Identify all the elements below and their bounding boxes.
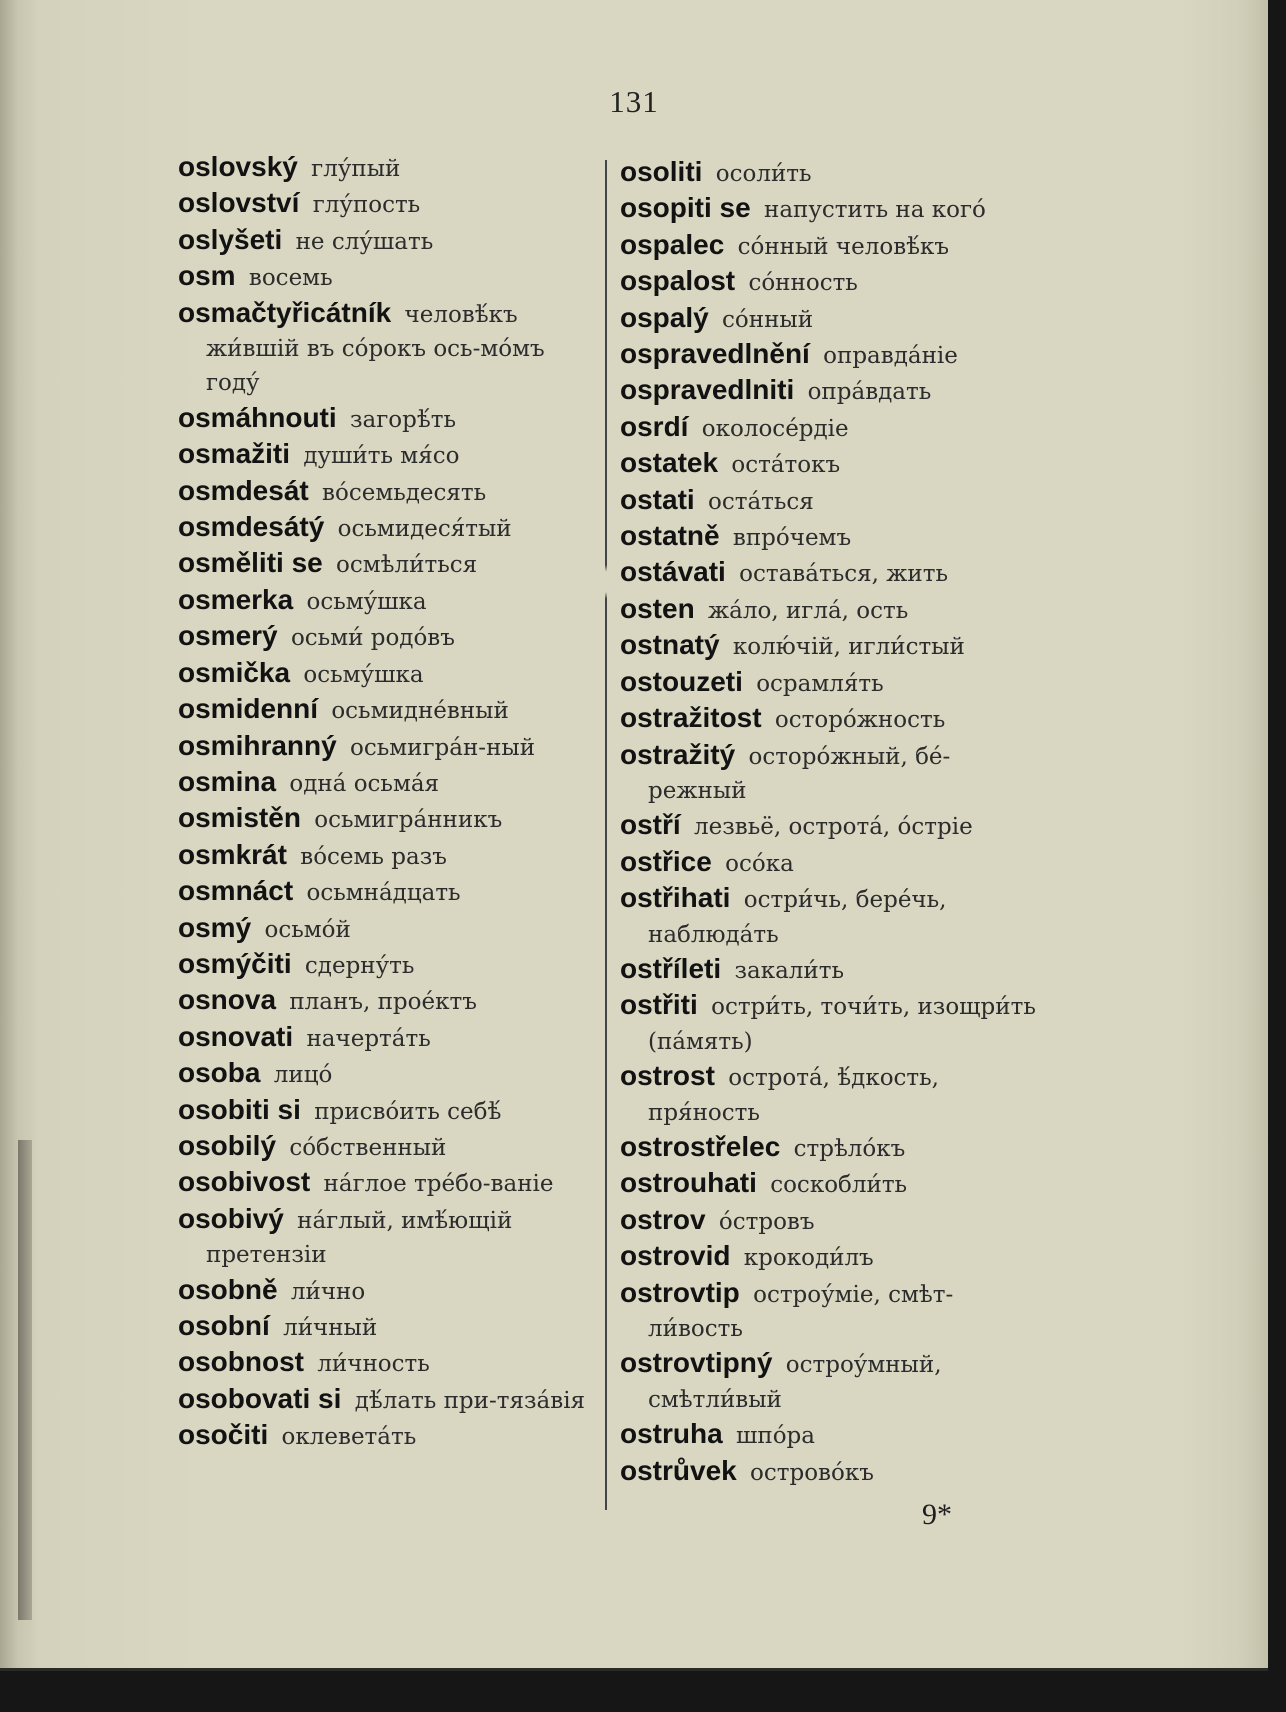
translation: оклевета́ть [281,1424,417,1451]
headword: ostřihati [620,882,731,914]
dictionary-entry [620,228,1045,264]
headword: osmdesátý [178,511,325,543]
dictionary-entry [620,1239,1045,1275]
dictionary-entry [178,296,598,401]
dictionary-entry [178,474,598,510]
headword: ostruha [620,1418,723,1450]
dictionary-entry [178,1382,598,1418]
headword: ospravedlniti [620,374,795,406]
right-column [620,155,1045,1490]
translation: ли́чно [290,1278,366,1305]
translation: опра́вдать [807,379,932,406]
dictionary-entry [178,765,598,801]
translation: о́стровъ [718,1208,815,1235]
translation: шпо́ра [736,1423,815,1450]
translation: сдерну́ть [304,952,415,979]
headword: ostrov [620,1203,706,1235]
headword: ospravedlnění [620,338,810,370]
dictionary-entry [620,1130,1045,1166]
translation: лезвьё, острота́, о́стріе [694,814,973,841]
translation: глу́пый [311,156,401,182]
headword: osobivý [178,1202,284,1234]
headword: osmerka [178,583,294,615]
dictionary-entry [178,1202,598,1273]
translation: со́нный человѣ́къ [737,233,950,260]
headword: osoliti [620,156,703,187]
translation: ли́чность [317,1351,430,1378]
dictionary-entry [178,1093,598,1129]
dictionary-entry [178,1056,598,1092]
headword: ostrůvek [620,1454,737,1486]
column-divider [605,160,607,1510]
dictionary-entry [620,264,1045,300]
dictionary-entry [620,555,1045,591]
headword: osmdesát [178,474,309,506]
translation: напустить на кого́ [764,197,986,224]
dictionary-entry [620,155,1045,191]
headword: ostávati [620,556,726,588]
dictionary-entry [178,223,598,259]
headword: osobilý [178,1129,277,1161]
translation: ли́чный [283,1315,378,1341]
dictionary-entry [620,952,1045,988]
dictionary-entry [178,801,598,837]
translation: осо́ка [725,850,794,877]
headword: ostří [620,809,681,841]
headword: osopiti se [620,192,751,224]
translation: остроу́міе, смѣт-ли́вость [648,1281,954,1342]
headword: osobovati si [178,1382,342,1414]
translation: на́глый, имѣ́ющій претензіи [206,1207,513,1269]
translation: не слу́шать [295,228,434,255]
dictionary-entry [178,401,598,437]
translation: со́бственный [289,1134,447,1161]
headword: ostřiti [620,989,698,1021]
translation: осторо́жность [774,707,946,734]
translation: оправда́ніе [823,343,958,370]
dictionary-entry [178,259,598,295]
translation: на́глое тре́бо-ваніе [323,1171,554,1198]
dictionary-entry [620,1203,1045,1239]
headword: ostrostřelec [620,1130,781,1162]
translation: дѣ́лать при-тяза́вія [354,1387,586,1414]
headword: osočiti [178,1419,269,1451]
dictionary-entry [620,1346,1045,1417]
translation: околосе́рдіе [701,415,849,442]
translation: осьму́шка [303,661,424,688]
headword: oslovský [178,151,298,182]
headword: osnova [178,984,277,1016]
headword: osoba [178,1057,261,1089]
dictionary-entry [620,738,1045,809]
translation: остроу́мный, смѣтли́вый [648,1352,942,1413]
translation: островóкъ [750,1459,874,1486]
dictionary-entry [620,1059,1045,1130]
headword: ostnatý [620,629,720,661]
headword: osměliti se [178,547,323,579]
dictionary-entry [620,988,1045,1059]
translation: жа́ло, игла́, ость [708,597,909,624]
headword: ospalý [620,301,709,333]
headword: ostatek [620,447,719,479]
headword: oslovství [178,187,300,219]
headword: ostrovtip [620,1276,740,1308]
translation: души́ть мя́со [303,443,460,470]
headword: osmistěn [178,802,301,834]
dictionary-entry [178,1273,598,1309]
translation: глу́пость [312,192,421,219]
headword: osmihranný [178,729,337,761]
headword: ostrouhati [620,1167,757,1199]
translation: осьму́шка [306,588,427,615]
headword: osmidenní [178,693,319,725]
translation: осьмо́й [264,916,351,943]
dictionary-entry [620,1454,1045,1490]
translation: осьми́ родо́въ [290,625,455,652]
dictionary-entry [620,519,1045,555]
translation: соскобли́ть [770,1172,908,1199]
headword: osmkrát [178,838,287,870]
dictionary-entry [620,845,1045,881]
dictionary-entry [620,446,1045,482]
translation: оста́ться [708,488,814,515]
dictionary-entry [178,1129,598,1165]
headword: ostouzeti [620,665,743,697]
translation: со́нный [722,306,814,333]
dictionary-entry [178,838,598,874]
headword: oslyšeti [178,223,283,255]
translation: осьмидеся́тый [337,516,512,543]
binding-shadow [18,1140,32,1620]
translation: стрѣло́къ [793,1135,906,1162]
translation: восемь [248,265,333,292]
translation: начерта́ть [306,1025,431,1052]
translation: осьмигра́н-ный [350,734,536,761]
headword: ostrost [620,1060,715,1092]
dictionary-entry [178,1309,598,1345]
dictionary-entry [178,729,598,765]
translation: во́семьдесять [322,479,487,506]
dictionary-entry [620,191,1045,227]
dictionary-entry [620,337,1045,373]
dictionary-entry [178,1418,598,1454]
dictionary-entry [178,619,598,655]
translation: осьмигра́нникъ [314,807,503,834]
headword: osobnost [178,1346,304,1378]
dictionary-entry [178,656,598,692]
translation: осоли́ть [715,161,812,187]
dictionary-entry [178,874,598,910]
dictionary-entry [620,808,1045,844]
translation: лицо́ [273,1062,333,1089]
headword: osnovati [178,1020,294,1052]
headword: osm [178,260,236,292]
dictionary-entry [620,301,1045,337]
dictionary-entry [178,510,598,546]
dictionary-entry [178,1345,598,1381]
dictionary-entry [620,701,1045,737]
dictionary-entry [178,983,598,1019]
translation: осьмна́дцать [306,880,461,907]
dictionary-entry [620,483,1045,519]
translation: крокоди́лъ [743,1245,874,1272]
headword: ostražitost [620,702,762,734]
dictionary-entry [178,1020,598,1056]
dictionary-entry [620,592,1045,628]
headword: ostrovtipný [620,1347,773,1379]
translation: во́семь разъ [300,843,447,870]
headword: osmýčiti [178,947,292,979]
dictionary-entry [178,437,598,473]
headword: osmina [178,765,277,797]
headword: osmáhnouti [178,401,337,433]
translation: остава́ться, жить [739,561,948,588]
translation: осьмидне́вный [331,698,509,725]
translation: присво́ить себѣ́ [314,1098,502,1125]
headword: osmnáct [178,875,294,907]
translation: остри́ть, точи́ть, изощри́ть (па́мять) [648,994,1036,1055]
translation: колю́чій, игли́стый [732,634,965,661]
translation: осмѣли́ться [336,552,478,579]
headword: osmačtyřicátník [178,296,392,328]
headword: osobivost [178,1166,311,1198]
headword: osten [620,592,695,624]
translation: одна́ осьма́я [289,770,440,797]
dictionary-entry [620,628,1045,664]
headword: osobiti si [178,1093,301,1125]
headword: ostatně [620,520,720,552]
dictionary-entry [620,1276,1045,1347]
headword: ostřice [620,845,712,877]
dictionary-entry [178,546,598,582]
translation: осрамля́ть [756,670,884,697]
dictionary-entry [178,911,598,947]
left-column [178,150,598,1455]
headword: ostrovid [620,1240,731,1272]
translation: впро́чемъ [732,525,852,552]
dictionary-entry [178,150,598,186]
translation: планъ, прое́ктъ [289,989,477,1016]
dictionary-entry [620,1417,1045,1453]
headword: osrdí [620,410,689,442]
page-number: 131 [609,84,659,119]
dictionary-entry [620,665,1045,701]
dictionary-entry [178,1165,598,1201]
dictionary-entry [178,186,598,222]
dictionary-entry [178,947,598,983]
translation: острота́, ѣ́дкость, пря́ность [648,1065,939,1126]
dictionary-entry [620,881,1045,952]
headword: osobní [178,1310,270,1341]
translation: человѣ́къ жи́вшій въ со́рокъ ось-мо́мъ году́ [206,301,545,397]
dictionary-entry [620,373,1045,409]
translation: со́нность [748,270,858,297]
headword: ostražitý [620,738,736,770]
headword: ostříleti [620,952,722,984]
dictionary-entry [178,583,598,619]
headword: osmička [178,656,291,688]
headword: osmý [178,911,252,943]
headword: osmerý [178,620,278,652]
headword: ostati [620,483,695,515]
headword: osmažiti [178,438,291,470]
translation: осторо́жный, бе́-режный [648,743,951,804]
dictionary-entry [620,1166,1045,1202]
signature-mark: 9* [922,1498,952,1531]
translation: закали́ть [734,957,844,984]
headword: osobně [178,1273,278,1305]
translation: остри́чь, бере́чь, наблюда́ть [648,887,947,948]
dictionary-entry [620,410,1045,446]
headword: ospalec [620,228,725,260]
dictionary-entry [178,692,598,728]
translation: загорѣ́ть [349,406,456,433]
translation: оста́токъ [731,452,841,479]
headword: ospalost [620,265,736,297]
